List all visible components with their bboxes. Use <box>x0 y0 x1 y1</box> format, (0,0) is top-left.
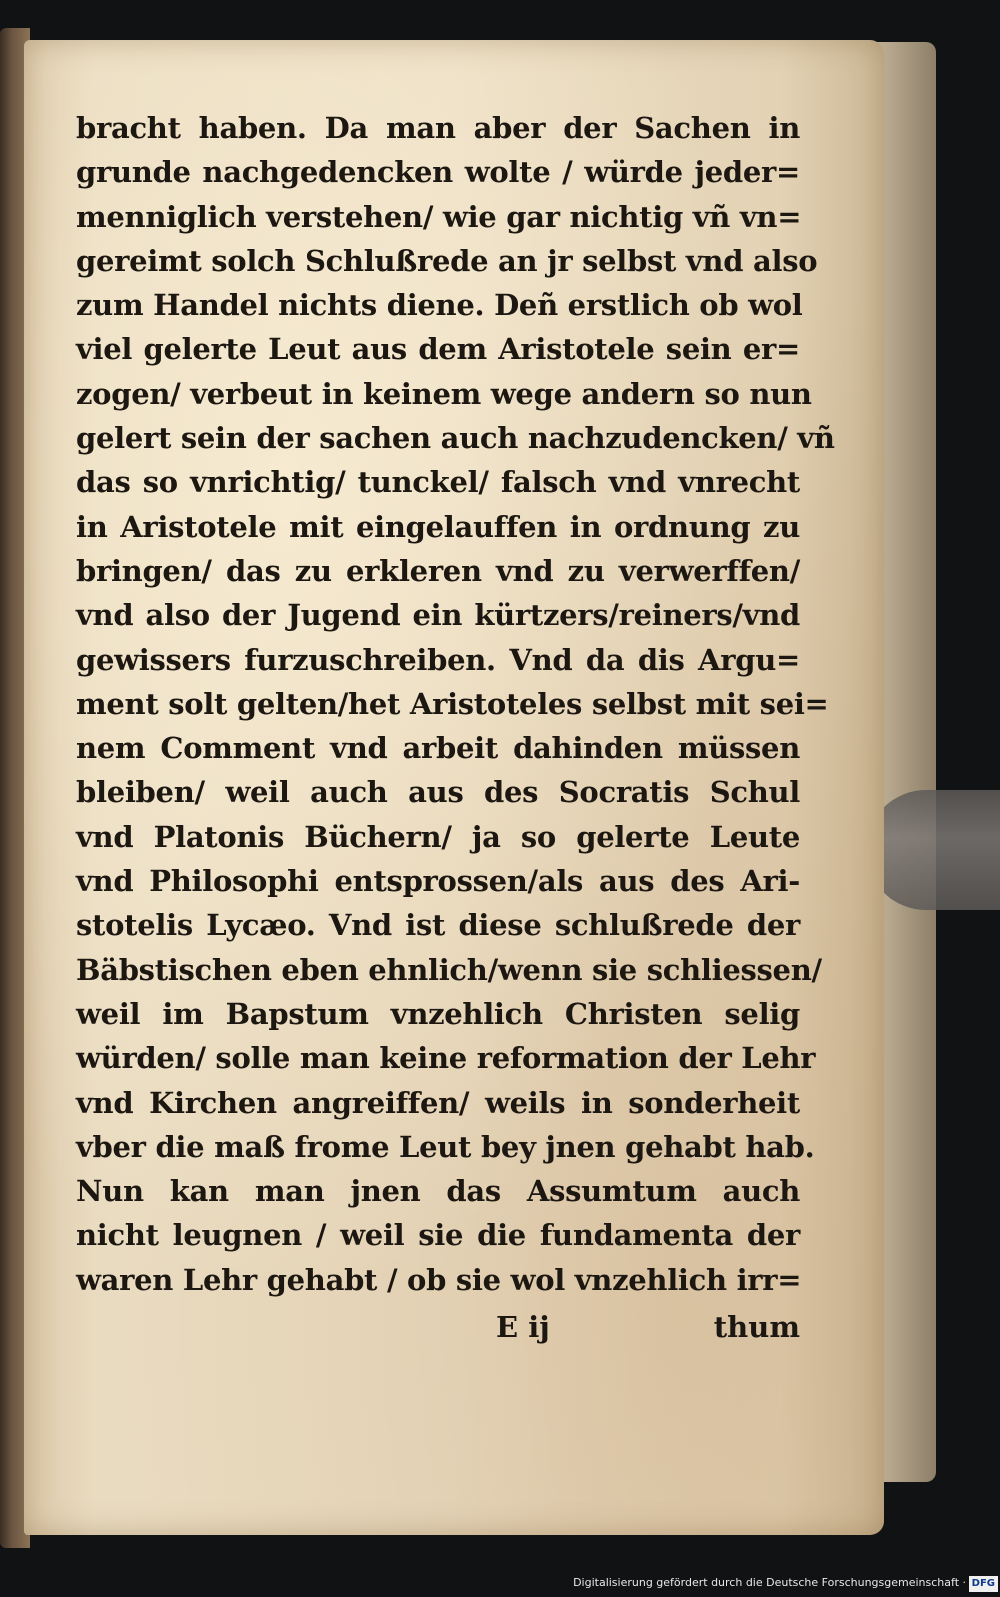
text-line: das so vnrichtig/ tunckel/ falsch vnd vnrecht <box>76 465 800 500</box>
text-line: bringen/ das zu erkleren vnd zu verwerffen/ <box>76 553 800 588</box>
text-line: nem Comment vnd arbeit dahinden müssen <box>76 731 800 766</box>
book-page <box>24 40 884 1535</box>
text-line: menniglich verstehen/ wie gar nichtig vñ vn= <box>76 199 802 234</box>
text-line: Nun kan man jnen das Assumtum auch <box>76 1174 800 1209</box>
text-line: grunde nachgedencken wolte / würde jeder= <box>76 155 800 190</box>
text-line: bracht haben. Da man aber der Sachen in <box>76 111 800 145</box>
dfg-logo: DFG <box>969 1576 998 1592</box>
text-line: nicht leugnen / weil sie die fundamenta der <box>76 1218 800 1253</box>
text-line: gewissers furzuschreiben. Vnd da dis Argu= <box>76 642 800 677</box>
funding-credit: Digitalisierung gefördert durch die Deutsche Forschungsgemeinschaft · <box>573 1576 966 1589</box>
bookmark-clip <box>866 790 1000 910</box>
text-line: vber die maß frome Leut bey jnen gehabt hab. <box>76 1129 815 1164</box>
text-line: in Aristotele mit eingelauffen in ordnung zu <box>76 509 800 544</box>
text-line: bleiben/ weil auch aus des Socratis Schul <box>76 775 800 810</box>
text-line: zogen/ verbeut in keinem wege andern so nun <box>76 376 812 411</box>
text-line: waren Lehr gehabt / ob sie wol vnzehlich irr= <box>76 1262 802 1297</box>
text-line: ment solt gelten/het Aristoteles selbst mit sei= <box>76 686 829 721</box>
text-line: Bäbstischen eben ehnlich/wenn sie schliessen/ <box>76 952 822 987</box>
text-line: vnd Philosophi entsprossen/als aus des Ari- <box>76 864 800 899</box>
text-line: viel gelerte Leut aus dem Aristotele sein er= <box>76 332 800 367</box>
text-line: stotelis Lycæo. Vnd ist diese schlußrede der <box>76 908 800 943</box>
text-line: zum Handel nichts diene. Deñ erstlich ob wol <box>76 288 803 323</box>
text-line: gereimt solch Schlußrede an jr selbst vnd also <box>76 243 818 278</box>
text-line: vnd also der Jugend ein kürtzers/reiners/vnd <box>76 598 800 633</box>
page-text <box>76 106 835 1302</box>
page-footer-line <box>76 1305 800 1349</box>
text-line: vnd Platonis Büchern/ ja so gelerte Leute <box>76 819 800 854</box>
catchword: thum <box>713 1310 800 1344</box>
signature-mark: E ij <box>496 1310 550 1344</box>
text-line: gelert sein der sachen auch nachzudencken/ vñ <box>76 421 835 456</box>
text-line: würden/ solle man keine reformation der Lehr <box>76 1041 816 1076</box>
text-line: vnd Kirchen angreiffen/ weils in sonderheit <box>76 1085 800 1120</box>
text-line: weil im Bapstum vnzehlich Christen selig <box>76 996 800 1031</box>
